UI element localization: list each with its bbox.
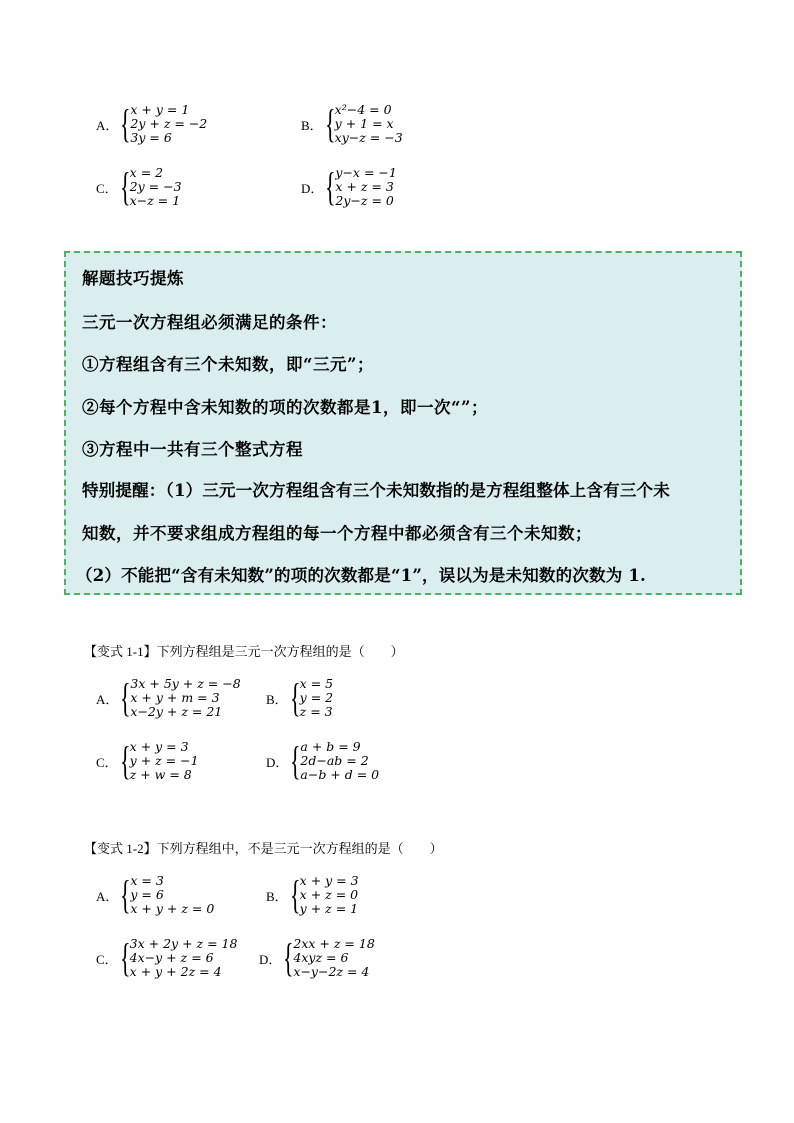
- option-label: B．: [266, 691, 288, 707]
- equation: xy−z = −3: [334, 130, 403, 145]
- option-label: D．: [266, 754, 289, 770]
- equation: 3x + 2y + z = 18: [129, 936, 238, 951]
- equation: 3x + 5y + z = −8: [130, 676, 241, 691]
- equation: z = 3: [299, 704, 333, 719]
- equation-system: [130, 103, 207, 145]
- tip-line: 特别提醒：（1）三元一次方程组含有三个未知数指的是方程组整体上含有三个未: [82, 481, 670, 500]
- equation: x + y = 1: [130, 102, 190, 117]
- tip-line: ③方程中一共有三个整式方程: [82, 440, 303, 459]
- equation: y + 1 = x: [334, 116, 394, 131]
- q1-option-c: [96, 740, 199, 782]
- equation: a + b = 9: [300, 739, 361, 754]
- question-1-1-title: 【变式 1-1】下列方程组是三元一次方程组的是（ ）: [84, 644, 404, 659]
- option-c: [96, 166, 182, 208]
- equation: 2y−z = 0: [335, 193, 394, 208]
- option-b: [301, 103, 403, 145]
- q1-option-a: [96, 677, 241, 719]
- equation: x = 5: [299, 676, 334, 691]
- equation-system: [130, 874, 214, 916]
- option-label: C．: [96, 951, 118, 967]
- equation: x−2y + z = 21: [130, 704, 223, 719]
- tip-line: ①方程组含有三个未知数，即“三元”；: [82, 355, 374, 374]
- brace: {: [290, 738, 301, 783]
- equation: z + w = 8: [129, 767, 192, 782]
- equation: x + y + m = 3: [130, 690, 220, 705]
- equation: x + y = 3: [299, 873, 359, 888]
- option-a: [96, 103, 207, 145]
- option-label: B．: [301, 117, 323, 133]
- equation: x = 3: [130, 873, 164, 888]
- equation: 2xx + z = 18: [293, 936, 375, 951]
- equation: x + y + 2z = 4: [129, 964, 222, 979]
- q1-option-d: [266, 740, 379, 782]
- equation: x + y = 3: [129, 739, 189, 754]
- equation: y + z = 1: [299, 901, 359, 916]
- q2-option-a: [96, 874, 214, 916]
- equation-system: [130, 937, 238, 979]
- equation: 3y = 6: [130, 130, 172, 145]
- equation: y = 6: [130, 887, 164, 902]
- equation: a−b + d = 0: [300, 767, 380, 782]
- equation: y + z = −1: [129, 753, 199, 768]
- equation: y = 2: [299, 690, 334, 705]
- q2-option-d: [259, 937, 375, 979]
- tip-line: ②每个方程中含未知数的项的次数都是1，即一次“”；: [82, 398, 488, 417]
- option-label: A．: [96, 117, 119, 133]
- equation-system: [130, 740, 199, 782]
- equation-system: [130, 166, 182, 208]
- question-1-2-title: 【变式 1-2】下列方程组中，不是三元一次方程组的是（ ）: [84, 841, 443, 856]
- equation: 4xyz = 6: [293, 950, 349, 965]
- option-label: D．: [259, 951, 282, 967]
- brace: {: [325, 164, 336, 209]
- option-label: B．: [266, 888, 288, 904]
- brace: {: [120, 872, 131, 917]
- tip-title: 解题技巧提炼: [82, 269, 184, 288]
- equation-system: [335, 166, 396, 208]
- equation: x²−4 = 0: [334, 102, 392, 117]
- equation: 2y = −3: [129, 179, 182, 194]
- equation: 2d−ab = 2: [300, 753, 369, 768]
- brace: {: [119, 738, 131, 783]
- option-label: C．: [96, 180, 118, 196]
- equation-system: [130, 677, 240, 719]
- tip-box: [64, 251, 742, 595]
- brace: {: [289, 872, 301, 917]
- q1-option-b: [266, 677, 333, 719]
- equation-system: [300, 874, 359, 916]
- equation: x + z = 3: [335, 179, 394, 194]
- brace: {: [120, 101, 131, 146]
- equation-system: [300, 740, 379, 782]
- brace: {: [119, 935, 131, 980]
- equation: 4x−y + z = 6: [129, 950, 214, 965]
- tip-line: 三元一次方程组必须满足的条件：: [82, 313, 337, 332]
- equation-system: [300, 677, 333, 719]
- brace: {: [120, 675, 131, 720]
- equation: x + z = 0: [299, 887, 359, 902]
- equation: x = 2: [129, 165, 164, 180]
- equation-system: [293, 937, 374, 979]
- option-label: A．: [96, 888, 119, 904]
- equation: x + y + z = 0: [130, 901, 215, 916]
- option-label: D．: [301, 180, 324, 196]
- q2-option-c: [96, 937, 237, 979]
- tip-line: 知数，并不要求组成方程组的每一个方程中都必须含有三个未知数；: [82, 524, 592, 543]
- brace: {: [283, 935, 294, 980]
- equation: 2y + z = −2: [130, 116, 208, 131]
- equation: y−x = −1: [335, 165, 397, 180]
- brace: {: [289, 675, 301, 720]
- equation: x−y−2z = 4: [293, 964, 370, 979]
- equation-system: [335, 103, 403, 145]
- q2-option-b: [266, 874, 359, 916]
- option-d: [301, 166, 397, 208]
- brace: {: [119, 164, 131, 209]
- equation: x−z = 1: [129, 193, 181, 208]
- tip-line: （2）不能把“含有未知数”的项的次数都是“1”，误以为是未知数的次数为 1.: [76, 566, 646, 585]
- option-label: C．: [96, 754, 118, 770]
- option-label: A．: [96, 691, 119, 707]
- brace: {: [324, 101, 336, 146]
